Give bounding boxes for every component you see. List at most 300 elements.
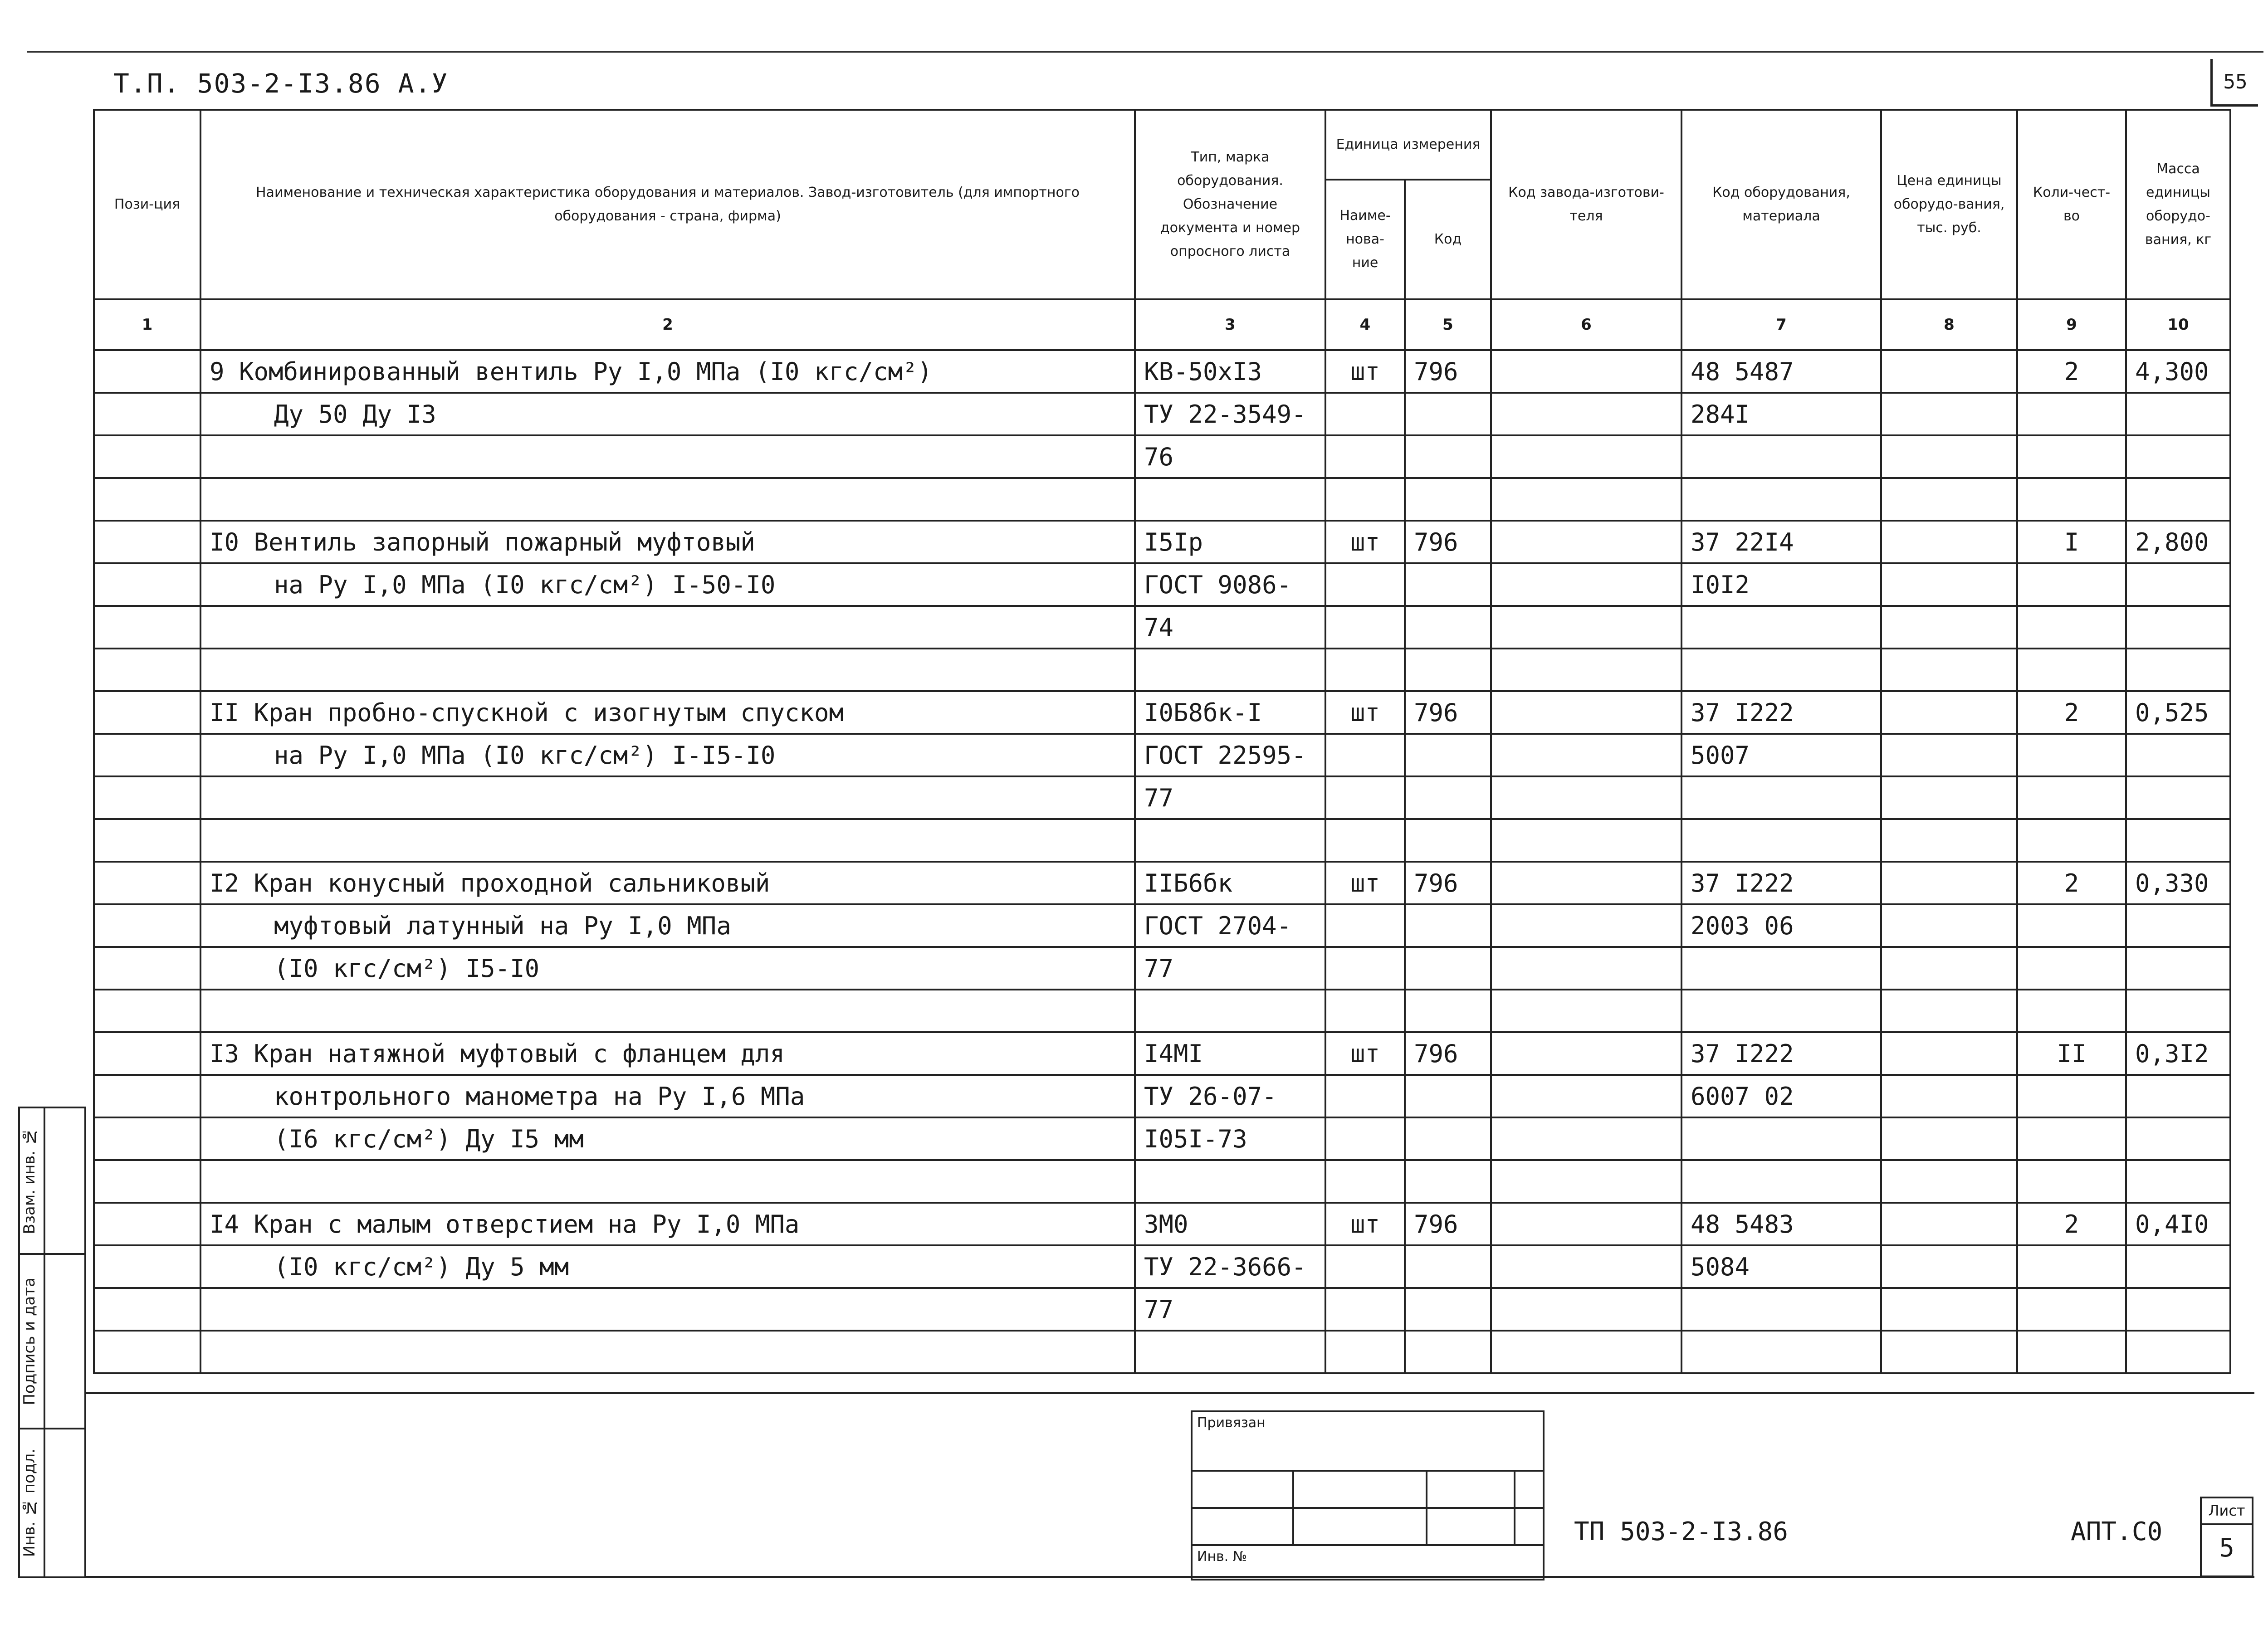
side-label-inv-orig: Инв. № подл. — [20, 1449, 39, 1557]
cell-mat: 37 I222 — [1681, 691, 1881, 734]
cell-name: контрольного манометра на Ру I,6 МПа — [200, 1075, 1135, 1117]
cell-name: муфтовый латунный на Ру I,0 МПа — [200, 904, 1135, 947]
side-label-sign-date: Подпись и дата — [20, 1277, 39, 1405]
cell-empty — [1881, 1075, 2017, 1117]
cell-unit — [1325, 776, 1405, 819]
cell-type: ГОСТ 22595- — [1135, 734, 1325, 776]
cell-type — [1135, 1331, 1325, 1373]
specification-table — [93, 109, 2231, 1374]
cell-unit — [1325, 478, 1405, 521]
header-mass: Масса единицы оборудо-вания, кг — [2126, 110, 2230, 299]
cell-qty — [2017, 947, 2126, 990]
cell-unit — [1325, 1288, 1405, 1331]
table-frame-bottom — [86, 1392, 2254, 1394]
cell-type: ТУ 22-3666- — [1135, 1245, 1325, 1288]
table-row — [94, 1032, 2230, 1075]
cell-qty: 2 — [2017, 862, 2126, 904]
cell-mat: 5084 — [1681, 1245, 1881, 1288]
cell-empty — [1491, 478, 1681, 521]
cell-mass — [2126, 563, 2230, 606]
cell-code — [1405, 819, 1491, 862]
cell-empty — [94, 435, 200, 478]
cell-empty — [1881, 819, 2017, 862]
cell-unit — [1325, 990, 1405, 1032]
header-type: Тип, марка оборудования. Обозначение документа и номер опросного листа — [1135, 110, 1325, 299]
cell-type: ТУ 22-3549- — [1135, 393, 1325, 435]
col-number: 2 — [200, 299, 1135, 350]
table-row — [94, 393, 2230, 435]
cell-mat: 37 I222 — [1681, 1032, 1881, 1075]
cell-code — [1405, 1160, 1491, 1203]
cell-empty — [94, 393, 200, 435]
col-number: 7 — [1681, 299, 1881, 350]
cell-mass — [2126, 1288, 2230, 1331]
cell-name: (I6 кгс/см²) Ду I5 мм — [200, 1117, 1135, 1160]
cell-code: 796 — [1405, 350, 1491, 393]
table-row — [94, 1075, 2230, 1117]
cell-empty — [1881, 1160, 2017, 1203]
cell-empty — [1491, 393, 1681, 435]
cell-code — [1405, 1117, 1491, 1160]
cell-mass — [2126, 947, 2230, 990]
cell-mass: 0,330 — [2126, 862, 2230, 904]
cell-code: 796 — [1405, 1203, 1491, 1245]
table-row — [94, 990, 2230, 1032]
header-material-code: Код оборудования, материала — [1681, 110, 1881, 299]
table-row — [94, 819, 2230, 862]
cell-empty — [94, 776, 200, 819]
cell-empty — [1881, 563, 2017, 606]
cell-empty — [1881, 478, 2017, 521]
cell-name: на Ру I,0 МПа (I0 кгс/см²) I-I5-I0 — [200, 734, 1135, 776]
cell-qty — [2017, 1288, 2126, 1331]
cell-empty — [94, 862, 200, 904]
col-number: 3 — [1135, 299, 1325, 350]
cell-empty — [94, 1160, 200, 1203]
cell-qty — [2017, 393, 2126, 435]
table-row — [94, 1288, 2230, 1331]
cell-code — [1405, 393, 1491, 435]
header-unit-name: Наиме-нова-ние — [1325, 180, 1405, 299]
table-row — [94, 1331, 2230, 1373]
header-position: Пози-ция — [94, 110, 200, 299]
cell-mat — [1681, 819, 1881, 862]
cell-code — [1405, 1245, 1491, 1288]
cell-empty — [94, 563, 200, 606]
cell-empty — [1881, 521, 2017, 563]
cell-unit — [1325, 904, 1405, 947]
cell-empty — [94, 1245, 200, 1288]
cell-type: I4МI — [1135, 1032, 1325, 1075]
cell-empty — [1491, 734, 1681, 776]
cell-empty — [1881, 350, 2017, 393]
cell-mat: 284I — [1681, 393, 1881, 435]
cell-empty — [1491, 649, 1681, 691]
cell-unit — [1325, 649, 1405, 691]
cell-unit: шт — [1325, 521, 1405, 563]
cell-unit — [1325, 435, 1405, 478]
cell-type: I5Iр — [1135, 521, 1325, 563]
cell-name: Ду 50 Ду I3 — [200, 393, 1135, 435]
cell-mass — [2126, 990, 2230, 1032]
cell-qty — [2017, 904, 2126, 947]
col-number: 5 — [1405, 299, 1491, 350]
cell-mass — [2126, 1245, 2230, 1288]
cell-name — [200, 435, 1135, 478]
cell-unit — [1325, 819, 1405, 862]
header-maker-code: Код завода-изготови-теля — [1491, 110, 1681, 299]
cell-mat — [1681, 1288, 1881, 1331]
document-top-code: Т.П. 503-2-I3.86 А.У — [113, 68, 449, 99]
cell-empty — [1491, 606, 1681, 649]
cell-mass — [2126, 904, 2230, 947]
cell-code — [1405, 1075, 1491, 1117]
cell-empty — [1881, 776, 2017, 819]
col-number: 8 — [1881, 299, 2017, 350]
cell-empty — [1881, 1117, 2017, 1160]
cell-empty — [94, 1203, 200, 1245]
cell-empty — [1491, 1117, 1681, 1160]
cell-name — [200, 1160, 1135, 1203]
cell-name: I2 Кран конусный проходной сальниковый — [200, 862, 1135, 904]
cell-mass — [2126, 734, 2230, 776]
cell-empty — [1491, 435, 1681, 478]
cell-empty — [1881, 393, 2017, 435]
cell-type: ТУ 26-07- — [1135, 1075, 1325, 1117]
cell-empty — [1881, 1288, 2017, 1331]
cell-mat — [1681, 1117, 1881, 1160]
cell-qty — [2017, 1117, 2126, 1160]
cell-mass — [2126, 606, 2230, 649]
sheet-label: Лист — [2202, 1498, 2252, 1525]
cell-code — [1405, 990, 1491, 1032]
cell-empty — [1881, 862, 2017, 904]
cell-empty — [1881, 435, 2017, 478]
sheet-corner-number: 55 — [2210, 59, 2258, 107]
cell-mass — [2126, 1075, 2230, 1117]
cell-unit — [1325, 1075, 1405, 1117]
cell-mass — [2126, 776, 2230, 819]
cell-empty — [1491, 1245, 1681, 1288]
cell-unit: шт — [1325, 1032, 1405, 1075]
cell-qty — [2017, 734, 2126, 776]
cell-qty — [2017, 606, 2126, 649]
cell-unit — [1325, 947, 1405, 990]
cell-type: 77 — [1135, 947, 1325, 990]
cell-mat: 37 22I4 — [1681, 521, 1881, 563]
sheet-number: 5 — [2219, 1533, 2234, 1563]
col-number: 6 — [1491, 299, 1681, 350]
table-row — [94, 1245, 2230, 1288]
cell-code: 796 — [1405, 862, 1491, 904]
table-row — [94, 521, 2230, 563]
cell-code: 796 — [1405, 691, 1491, 734]
table-row — [94, 606, 2230, 649]
cell-empty — [1491, 1032, 1681, 1075]
cell-mass — [2126, 819, 2230, 862]
side-label-replace-inv: Взам. инв. № — [20, 1127, 39, 1234]
cell-qty — [2017, 649, 2126, 691]
header-unit: Единица измерения — [1325, 110, 1491, 180]
header-unit-code: Код — [1405, 180, 1491, 299]
cell-empty — [94, 606, 200, 649]
cell-type: 76 — [1135, 435, 1325, 478]
cell-code — [1405, 649, 1491, 691]
cell-name: (I0 кгс/см²) I5-I0 — [200, 947, 1135, 990]
cell-code — [1405, 734, 1491, 776]
top-border-line — [27, 51, 2263, 53]
table-row — [94, 862, 2230, 904]
attachment-stamp — [1191, 1410, 1545, 1580]
cell-empty — [1491, 819, 1681, 862]
cell-empty — [94, 350, 200, 393]
cell-code — [1405, 1331, 1491, 1373]
cell-code: 796 — [1405, 1032, 1491, 1075]
cell-mat: 48 5487 — [1681, 350, 1881, 393]
cell-type — [1135, 649, 1325, 691]
cell-empty — [1881, 1331, 2017, 1373]
header-name: Наименование и техническая характеристика оборудования и материалов. Завод-изготовитель (для импортного оборудования - страна, фирма) — [200, 110, 1135, 299]
table-row — [94, 1203, 2230, 1245]
cell-mass: 0,525 — [2126, 691, 2230, 734]
table-row — [94, 734, 2230, 776]
cell-name: на Ру I,0 МПа (I0 кгс/см²) I-50-I0 — [200, 563, 1135, 606]
cell-name: (I0 кгс/см²) Ду 5 мм — [200, 1245, 1135, 1288]
cell-unit — [1325, 734, 1405, 776]
table-row — [94, 1160, 2230, 1203]
table-row — [94, 350, 2230, 393]
document-mark: АПТ.С0 — [2071, 1517, 2163, 1546]
cell-type: 77 — [1135, 1288, 1325, 1331]
cell-mass — [2126, 1331, 2230, 1373]
cell-unit — [1325, 563, 1405, 606]
cell-name — [200, 776, 1135, 819]
cell-mat: 48 5483 — [1681, 1203, 1881, 1245]
cell-mass: 2,800 — [2126, 521, 2230, 563]
cell-name: I4 Кран с малым отверстием на Ру I,0 МПа — [200, 1203, 1135, 1245]
cell-code — [1405, 606, 1491, 649]
cell-code — [1405, 1288, 1491, 1331]
cell-qty — [2017, 1075, 2126, 1117]
cell-type: 77 — [1135, 776, 1325, 819]
cell-code: 796 — [1405, 521, 1491, 563]
cell-code — [1405, 435, 1491, 478]
cell-mass — [2126, 393, 2230, 435]
cell-empty — [1491, 947, 1681, 990]
cell-mat — [1681, 435, 1881, 478]
cell-unit: шт — [1325, 691, 1405, 734]
cell-type: IIБ6бк — [1135, 862, 1325, 904]
cell-qty: 2 — [2017, 1203, 2126, 1245]
col-number: 10 — [2126, 299, 2230, 350]
cell-empty — [94, 904, 200, 947]
cell-type: 3М0 — [1135, 1203, 1325, 1245]
cell-empty — [1881, 649, 2017, 691]
table-row — [94, 691, 2230, 734]
cell-mass — [2126, 1117, 2230, 1160]
cell-mat: 5007 — [1681, 734, 1881, 776]
cell-qty — [2017, 435, 2126, 478]
table-row — [94, 1117, 2230, 1160]
header-quantity: Коли-чест-во — [2017, 110, 2126, 299]
header-price: Цена единицы оборудо-вания, тыс. руб. — [1881, 110, 2017, 299]
cell-mat: I0I2 — [1681, 563, 1881, 606]
cell-name — [200, 1331, 1135, 1373]
cell-mat — [1681, 478, 1881, 521]
cell-mat — [1681, 1331, 1881, 1373]
col-number: 1 — [94, 299, 200, 350]
cell-name: II Кран пробно-спускной с изогнутым спуском — [200, 691, 1135, 734]
cell-qty — [2017, 1245, 2126, 1288]
cell-empty — [1491, 1075, 1681, 1117]
cell-qty — [2017, 819, 2126, 862]
cell-empty — [94, 1032, 200, 1075]
cell-mat — [1681, 649, 1881, 691]
cell-code — [1405, 904, 1491, 947]
table-row — [94, 947, 2230, 990]
cell-name — [200, 478, 1135, 521]
cell-empty — [1491, 862, 1681, 904]
table-row — [94, 649, 2230, 691]
cell-name — [200, 990, 1135, 1032]
cell-empty — [94, 819, 200, 862]
cell-empty — [1881, 691, 2017, 734]
cell-qty: 2 — [2017, 350, 2126, 393]
cell-empty — [94, 734, 200, 776]
side-stamp — [18, 1107, 86, 1578]
cell-empty — [1491, 521, 1681, 563]
cell-name: I0 Вентиль запорный пожарный муфтовый — [200, 521, 1135, 563]
cell-name — [200, 819, 1135, 862]
cell-name — [200, 649, 1135, 691]
cell-unit — [1325, 606, 1405, 649]
cell-empty — [1881, 904, 2017, 947]
cell-empty — [1881, 947, 2017, 990]
cell-mat: 2003 06 — [1681, 904, 1881, 947]
cell-unit — [1325, 1331, 1405, 1373]
cell-unit: шт — [1325, 1203, 1405, 1245]
cell-mat: 37 I222 — [1681, 862, 1881, 904]
cell-qty: 2 — [2017, 691, 2126, 734]
cell-mat: 6007 02 — [1681, 1075, 1881, 1117]
cell-type: I05I-73 — [1135, 1117, 1325, 1160]
table-row — [94, 478, 2230, 521]
col-number: 4 — [1325, 299, 1405, 350]
cell-mass: 0,3I2 — [2126, 1032, 2230, 1075]
cell-unit — [1325, 1160, 1405, 1203]
cell-qty — [2017, 1160, 2126, 1203]
cell-type — [1135, 478, 1325, 521]
table-row — [94, 904, 2230, 947]
cell-type — [1135, 990, 1325, 1032]
table-row — [94, 435, 2230, 478]
cell-empty — [1491, 350, 1681, 393]
cell-unit — [1325, 1245, 1405, 1288]
stamp-inv-label: Инв. № — [1192, 1545, 1544, 1580]
cell-empty — [94, 1331, 200, 1373]
cell-empty — [1491, 1160, 1681, 1203]
cell-empty — [1881, 990, 2017, 1032]
stamp-attached-label: Привязан — [1192, 1411, 1544, 1471]
cell-empty — [1881, 1203, 2017, 1245]
cell-mass: 0,4I0 — [2126, 1203, 2230, 1245]
cell-code — [1405, 947, 1491, 990]
document-code: ТП 503-2-I3.86 — [1574, 1517, 1789, 1546]
cell-mass — [2126, 649, 2230, 691]
cell-type — [1135, 819, 1325, 862]
footer-line — [86, 1576, 2254, 1578]
cell-type: КВ-50хI3 — [1135, 350, 1325, 393]
cell-empty — [94, 691, 200, 734]
table-row — [94, 563, 2230, 606]
cell-code — [1405, 478, 1491, 521]
cell-mat — [1681, 947, 1881, 990]
cell-empty — [94, 1288, 200, 1331]
cell-empty — [94, 947, 200, 990]
cell-empty — [94, 1075, 200, 1117]
cell-empty — [1881, 606, 2017, 649]
sheet-box — [2200, 1497, 2253, 1577]
cell-empty — [1491, 990, 1681, 1032]
cell-mat — [1681, 606, 1881, 649]
cell-qty — [2017, 776, 2126, 819]
cell-mass — [2126, 478, 2230, 521]
cell-qty: I — [2017, 521, 2126, 563]
cell-empty — [94, 521, 200, 563]
cell-mass — [2126, 435, 2230, 478]
cell-empty — [1491, 691, 1681, 734]
table-row — [94, 776, 2230, 819]
cell-empty — [94, 990, 200, 1032]
cell-type — [1135, 1160, 1325, 1203]
cell-qty: II — [2017, 1032, 2126, 1075]
cell-empty — [1881, 1245, 2017, 1288]
cell-name — [200, 606, 1135, 649]
cell-unit — [1325, 393, 1405, 435]
cell-empty — [1491, 563, 1681, 606]
cell-empty — [94, 649, 200, 691]
cell-empty — [1491, 1331, 1681, 1373]
cell-mass: 4,300 — [2126, 350, 2230, 393]
col-number: 9 — [2017, 299, 2126, 350]
cell-unit: шт — [1325, 862, 1405, 904]
cell-type: ГОСТ 9086- — [1135, 563, 1325, 606]
cell-unit: шт — [1325, 350, 1405, 393]
cell-empty — [1491, 904, 1681, 947]
cell-qty — [2017, 1331, 2126, 1373]
cell-name — [200, 1288, 1135, 1331]
table-body — [94, 350, 2230, 1373]
cell-qty — [2017, 478, 2126, 521]
cell-type: I0Б8бк-I — [1135, 691, 1325, 734]
cell-name: 9 Комбинированный вентиль Ру I,0 МПа (I0 кгс/см²) — [200, 350, 1135, 393]
cell-mass — [2126, 1160, 2230, 1203]
cell-empty — [1491, 1288, 1681, 1331]
cell-mat — [1681, 990, 1881, 1032]
cell-mat — [1681, 1160, 1881, 1203]
cell-empty — [1491, 776, 1681, 819]
cell-type: ГОСТ 2704- — [1135, 904, 1325, 947]
cell-name: I3 Кран натяжной муфтовый с фланцем для — [200, 1032, 1135, 1075]
cell-mat — [1681, 776, 1881, 819]
cell-qty — [2017, 990, 2126, 1032]
cell-code — [1405, 776, 1491, 819]
cell-unit — [1325, 1117, 1405, 1160]
column-numbers-row — [94, 299, 2230, 350]
cell-empty — [1491, 1203, 1681, 1245]
cell-qty — [2017, 563, 2126, 606]
cell-empty — [1881, 1032, 2017, 1075]
